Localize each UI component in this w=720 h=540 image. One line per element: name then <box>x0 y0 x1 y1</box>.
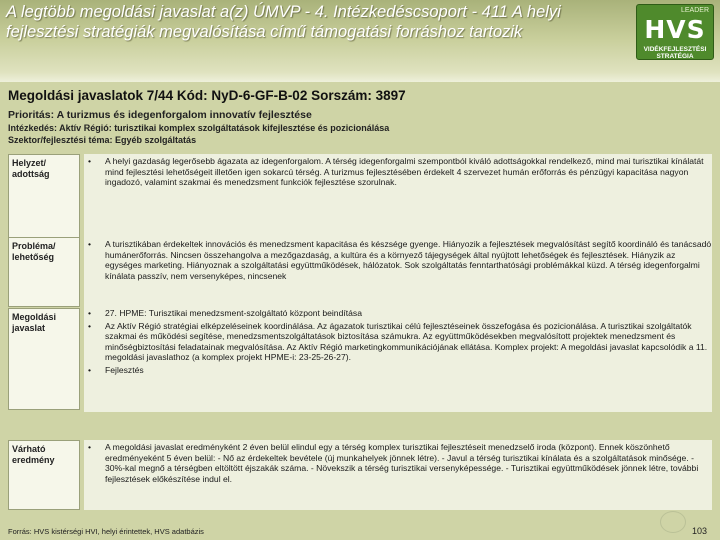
bullet-icon: • <box>88 364 92 375</box>
page-title: Megoldási javaslatok 7/44 Kód: NyD-6-GF-B-02 Sorszám: 3897 <box>8 88 406 103</box>
logo-main-text: HVS <box>644 15 706 44</box>
header-divider <box>0 72 720 82</box>
hvs-logo <box>636 4 714 60</box>
list-item: • A megoldási javaslat eredményként 2 éven belül elindul egy a térség komplex turisztikai fejlesztéseit menedzselő iroda (központ). Ennek köszönhető eredményeként 5 éven belül: - Nő az érdekeltek bevétele (új munkahelyek jönnek létre). - Javul a térség turisztikai kínálata és a szolgáltatások minősége. - 30%-kal megnő a térségben eltöltött éjszakák száma. - Növekszik a térség turisztikai versenyképessége. - Turisztikai együttműködések jönnek létre, további fejlesztések előkészítése indul el. <box>88 442 699 484</box>
bullet-icon: • <box>88 239 92 249</box>
section-label-helyzet: Helyzet/ adottság <box>8 154 80 240</box>
stamp-icon <box>660 511 686 533</box>
list-item: • Fejlesztés <box>88 364 144 375</box>
list-item: • A helyi gazdaság legerősebb ágazata az idegenforgalom. A térség idegenforgalmi szempontból kiváló adottságokkal rendelkező, mind mai turisztikai kínálatát mind fejlesztési lehetőségeit illetően igen sokarcú térség. A turizmus fejlesztésében érdekelt 4 szervezet humán erőforrás és pénzügyi kapacitása nagyon ingadozó, valamint szakmai és menedzsment funkciók fejlesztése szorulnak. <box>88 156 704 188</box>
list-item: • Az Aktív Régió stratégiai elképzeléseinek koordinálása. Az ágazatok turisztikai célú fejlesztéseinek összefogása és pozicionálása. A turisztikai szolgáltatók szakmai és működési segítése, menedzsmentszolgáltatások biztosítása számukra. Az együttműködésekben megvalósított projektek menedzsment és minőségbiztosítási feladatainak megvalósítása. Az Aktív Régió marketingkommunikációjának ellátása. Komplex projekt: A megoldási javaslat kapcsolódik a 11. megoldási javaslathoz (a komplex projekt HPME-i: 23-25-26-27). <box>88 320 708 363</box>
section-body-eredmeny <box>84 440 712 510</box>
section-body-helyzet <box>84 154 712 240</box>
logo-sub-text: VIDÉKFEJLESZTÉSI STRATÉGIA <box>643 46 707 60</box>
header-banner <box>0 0 720 72</box>
section-label-megoldas: Megoldási javaslat <box>8 308 80 410</box>
bullet-icon: • <box>88 442 92 452</box>
section-label-problema: Probléma/ lehetőség <box>8 237 80 307</box>
list-item: • 27. HPME: Turisztikai menedzsment-szolgáltató központ beindítása <box>88 308 362 318</box>
section-body-problema <box>84 237 712 307</box>
logo-top-text: LEADER <box>680 7 709 14</box>
measure-line: Intézkedés: Aktív Régió: turisztikai komplex szolgáltatások kifejlesztése és pozicionálása <box>8 123 390 133</box>
sector-line: Szektor/fejlesztési téma: Egyéb szolgáltatás <box>8 135 197 145</box>
bullet-icon: • <box>88 156 92 166</box>
priority-line: Prioritás: A turizmus és idegenforgalom innovatív fejlesztése <box>8 109 312 121</box>
header-title: A legtöbb megoldási javaslat a(z) ÚMVP - 4. Intézkedéscsoport - 411 A helyi fejlesztési stratégiák megvalósítása című támogatási forráshoz tartozik <box>6 3 561 41</box>
list-item: • A turisztikában érdekeltek innovációs és menedzsment kapacitása és készsége gyenge. Hiányozik a fejlesztések megvalósítást segítő koordináló és tanácsadó humánerőforrás. Nincsen összehangolva a mezőgazdaság, a kultúra és a környező tájegységek által nyújtott lehetőségek és fejlesztések. Hiányzik az egységes marketing. Hiányoznak a szolgáltatási együttműködések, hálózatok. Sok szolgáltatás fenntarthatósági problémákkal küzd. A térség idegenforgalmi kínálata passzív, nem versenyképes, nincsenek <box>88 239 712 281</box>
bullet-icon: • <box>88 308 92 318</box>
section-label-eredmeny: Várható eredmény <box>8 440 80 510</box>
footer-source: Forrás: HVS kistérségi HVI, helyi érintettek, HVS adatbázis <box>8 527 204 536</box>
section-body-megoldas <box>84 306 712 412</box>
bullet-icon: • <box>88 320 92 331</box>
page-number: 103 <box>692 526 708 536</box>
